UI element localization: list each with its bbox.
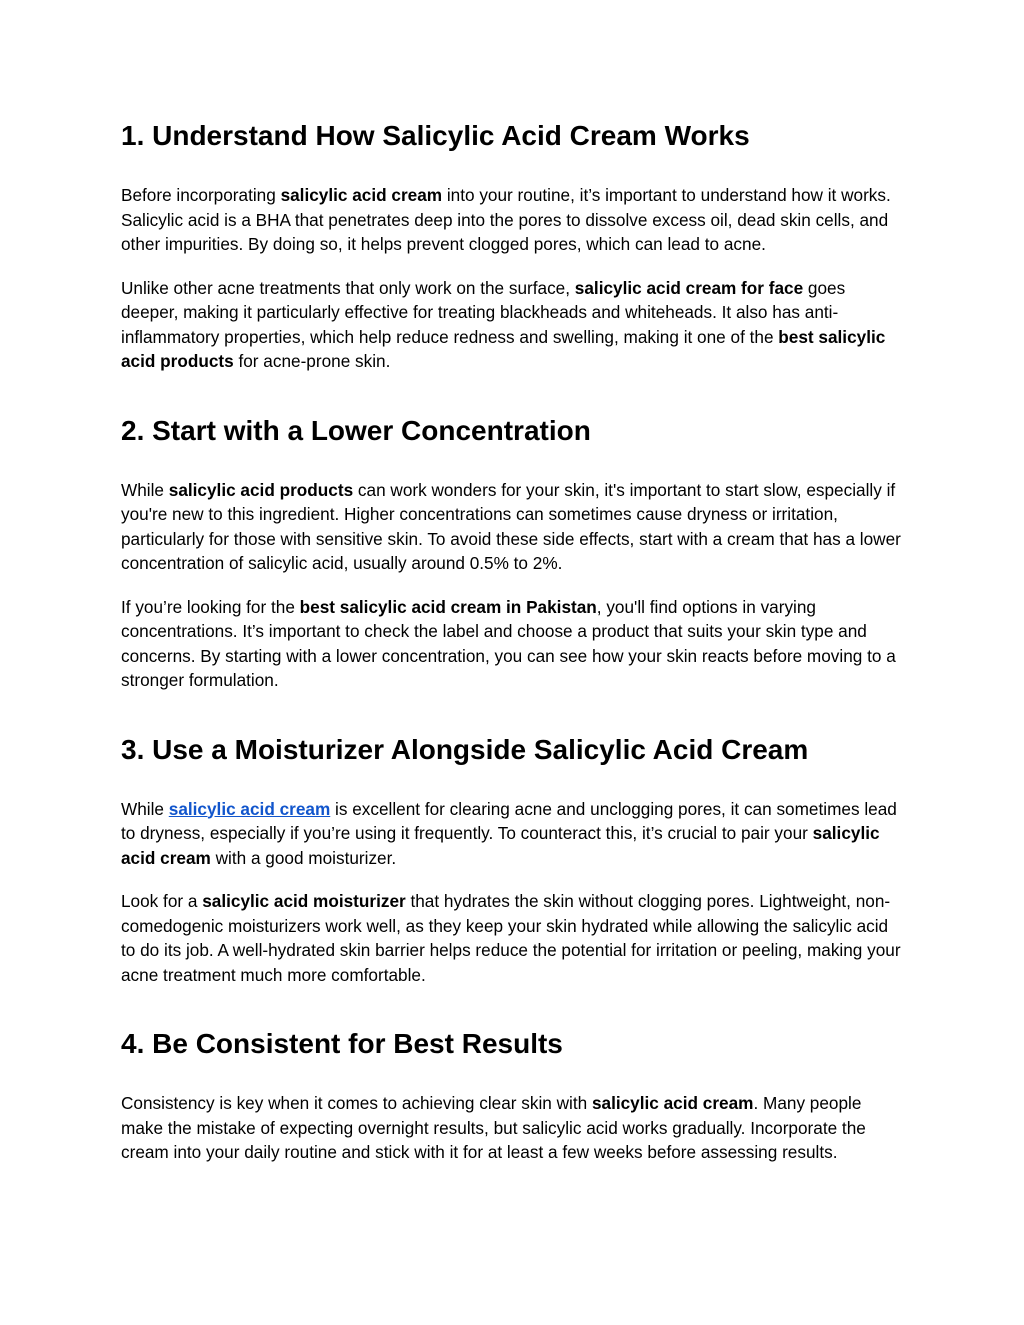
paragraph: While salicylic acid products can work wonders for your skin, it's important to start slow, especially if you're new to this ingredient. Higher concentrations can sometimes cause dryness or irritation, particularly for those with sensitive skin. To avoid these side effects, start with a cream that has a lower concentration of salicylic acid, usually around 0.5% to 2%. (121, 479, 901, 573)
section-lower-concentration (121, 411, 906, 693)
bold-keyword: salicylic acid moisturizer (202, 891, 406, 911)
paragraph: Before incorporating salicylic acid cream into your routine, it’s important to understand how it works. Salicylic acid is a BHA that penetrates deep into the pores to dissolve excess oil, dead skin cells, and other impurities. By doing so, it helps prevent clogged pores, which can lead to acne. (121, 185, 891, 254)
section-moisturizer (121, 730, 906, 988)
bold-keyword: salicylic acid cream (121, 823, 880, 868)
section-heading: 4. Be Consistent for Best Results (121, 1028, 563, 1059)
salicylic-acid-cream-link[interactable]: salicylic acid cream (168, 798, 331, 819)
bold-keyword: salicylic acid products (168, 479, 354, 500)
bold-keyword: best salicylic acid cream in Pakistan (299, 596, 597, 617)
section-heading: 2. Start with a Lower Concentration (121, 414, 591, 446)
document-page (121, 116, 906, 1184)
bold-keyword: salicylic acid cream for face (574, 277, 804, 298)
paragraph: While salicylic acid cream is excellent for clearing acne and unclogging pores, it can sometimes lead to dryness, especially if you’re using it frequently. To counteract this, it’s crucial to pair your salicylic acid cream with a good moisturizer. (121, 798, 897, 868)
bold-keyword: best salicylic acid products (121, 326, 886, 371)
bold-keyword: salicylic acid cream (280, 185, 443, 205)
paragraph: Look for a salicylic acid moisturizer that hydrates the skin without clogging pores. Lightweight, non-comedogenic moisturizers work well, as they keep your skin hydrated while allowing the salicylic acid to do its job. A well-hydrated skin barrier helps reduce the potential for irritation or peeling, making your acne treatment much more comfortable. (121, 891, 901, 985)
section-heading: 3. Use a Moisturizer Alongside Salicylic Acid Cream (121, 733, 809, 765)
section-consistency (121, 1024, 906, 1165)
paragraph: If you’re looking for the best salicylic acid cream in Pakistan, you'll find options in varying concentrations. It’s important to check the label and choose a product that suits your skin type and concerns. By starting with a lower concentration, you can see how your skin reacts before moving to a stronger formulation. (121, 596, 896, 690)
section-heading: 1. Understand How Salicylic Acid Cream Works (121, 120, 750, 151)
paragraph: Consistency is key when it comes to achieving clear skin with salicylic acid cream. Many people make the mistake of expecting overnight results, but salicylic acid works gradually. Incorporate the cream into your daily routine and stick with it for at least a few weeks before assessing results. (121, 1093, 866, 1162)
bold-keyword: salicylic acid cream (591, 1093, 754, 1113)
section-understand (121, 116, 906, 374)
paragraph: Unlike other acne treatments that only work on the surface, salicylic acid cream for face goes deeper, making it particularly effective for treating blackheads and whiteheads. It also has anti-inflammatory properties, which help reduce redness and swelling, making it one of the best salicylic acid products for acne-prone skin. (121, 277, 886, 371)
